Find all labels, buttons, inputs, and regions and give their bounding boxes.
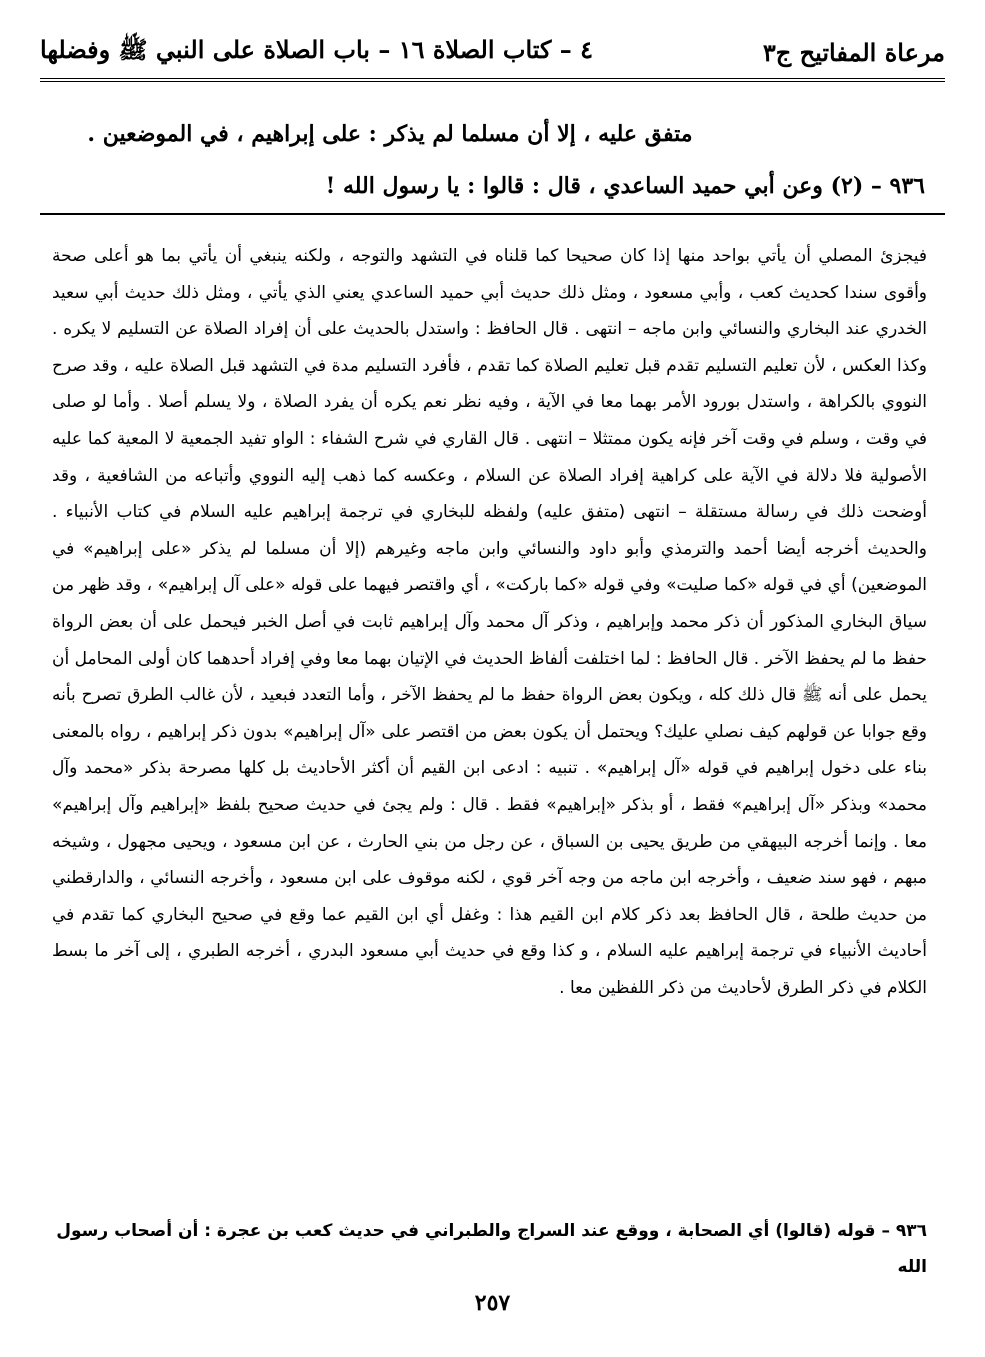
page-number: ٢٥٧ xyxy=(474,1290,511,1316)
header-rule xyxy=(40,78,945,82)
next-commentary-start xyxy=(52,1213,927,1285)
hadith-text xyxy=(55,108,925,212)
hadith-line-1: متفق عليه ، إلا أن مسلما لم يذكر : على إبراهيم ، في الموضعين . xyxy=(87,121,693,147)
book-title: مرعاة المفاتيح ج٣ xyxy=(762,37,945,67)
commentary-paragraph: فيجزئ المصلي أن يأتي بواحد منها إذا كان صحيحا كما قلناه في التشهد والتوجه ، ولكنه ينبغي أن يأتي بما هو أعلى صحة وأقوى سندا كحديث كعب ، وأبي مسعود ، ومثل ذلك حديث أبي حميد الساعدي يعني الذي يأتي ، ومثل ذلك حديث أبي سعيد الخدري عند البخاري والنسائي وابن ماجه – انتهى . قال الحافظ : واستدل بالحديث على أن إفراد الصلاة عن التسليم لا يكره . وكذا العكس ، لأن تعليم التسليم تقدم قبل تعليم الصلاة كما تقدم ، فأفرد التسليم مدة في التشهد قبل الصلاة عليه ، وقد صرح النووي بالكراهة ، واستدل بورود الأمر بهما معا في الآية ، وفيه نظر نعم يكره أن يفرد الصلاة ، ولا يسلم أصلا . وأما لو صلى في وقت ، وسلم في وقت آخر فإنه يكون ممتثلا – انتهى . قال القاري في شرح الشفاء : الواو تفيد الجمعية لا المعية كما عليه الأصولية فلا دلالة في الآية على كراهية إفراد الصلاة عن السلام ، وعكسه كما ذهب إليه النووي وأتباعه من الشافعية ، وقد أوضحت ذلك في رسالة مستقلة – انتهى (متفق عليه) ولفظه للبخاري في ترجمة إبراهيم عليه السلام في كتاب الأنبياء . والحديث أخرجه أيضا أحمد والترمذي وأبو داود والنسائي وابن ماجه وغيرهم (إلا أن مسلما لم يذكر «على إبراهيم» في الموضعين) أي في قوله «كما صليت» وفي قوله «كما باركت» ، أي واقتصر فيهما على قوله «على آل إبراهيم» ، وقد ظهر من سياق البخاري المذكور أن ذكر محمد وإبراهيم ، وذكر آل محمد وآل إبراهيم ثابت في أصل الخبر فيحمل على أن بعض الرواة حفظ ما لم يحفظ الآخر . قال الحافظ : لما اختلفت ألفاظ الحديث في الإتيان بهما معا وفي إفراد أحدهما كان أولى المحامل أن يحمل على أنه ﷺ قال ذلك كله ، ويكون بعض الرواة حفظ ما لم يحفظ الآخر ، وأما التعدد فبعيد ، لأن غالب الطرق تصرح بأنه وقع جوابا عن قولهم كيف نصلي عليك؟ ويحتمل أن يكون بعض من اقتصر على «آل إبراهيم» بدون ذكر إبراهيم ، رواه بالمعنى بناء على دخول إبراهيم في قوله «آل إبراهيم» . تنبيه : ادعى ابن القيم أن أكثر الأحاديث بل كلها مصرحة بذكر «محمد وآل محمد» وبذكر «آل إبراهيم» فقط ، أو بذكر «إبراهيم» فقط . قال : ولم يجئ في حديث صحيح بلفظ «إبراهيم وآل إبراهيم» معا . وإنما أخرجه البيهقي من طريق يحيى بن السباق ، عن رجل من بني الحارث ، عن ابن مسعود ، ويحيى مجهول ، وشيخه مبهم ، فهو سند ضعيف ، وأخرجه ابن ماجه من وجه آخر قوي ، لكنه موقوف على ابن مسعود ، وأخرجه النسائي ، والدارقطني من حديث طلحة ، قال الحافظ بعد ذكر كلام ابن القيم هذا : وغفل أي ابن القيم عما وقع في صحيح البخاري كما تقدم في أحاديث الأنبياء في ترجمة إبراهيم عليه السلام ، و كذا وقع في حديث أبي مسعود البدري ، أخرجه الطبري ، إلى آخر ما بسط الكلام في ذكر الطرق لأحاديث من ذكر اللفظين معا . xyxy=(52,246,927,998)
next-commentary-text: ٩٣٦ – قوله (قالوا) أي الصحابة ، ووقع عند السراج والطبراني في حديث كعب بن عجرة : أن أصحاب رسول الله xyxy=(56,1221,927,1277)
running-header xyxy=(40,30,945,74)
section-divider xyxy=(40,213,945,215)
commentary-body xyxy=(52,238,927,1006)
hadith-line-2: ٩٣٦ – (٢) وعن أبي حميد الساعدي ، قال : قالوا : يا رسول الله ! xyxy=(325,173,925,199)
chapter-title: ٤ – كتاب الصلاة ١٦ – باب الصلاة على النبي ﷺ وفضلها xyxy=(40,34,594,64)
